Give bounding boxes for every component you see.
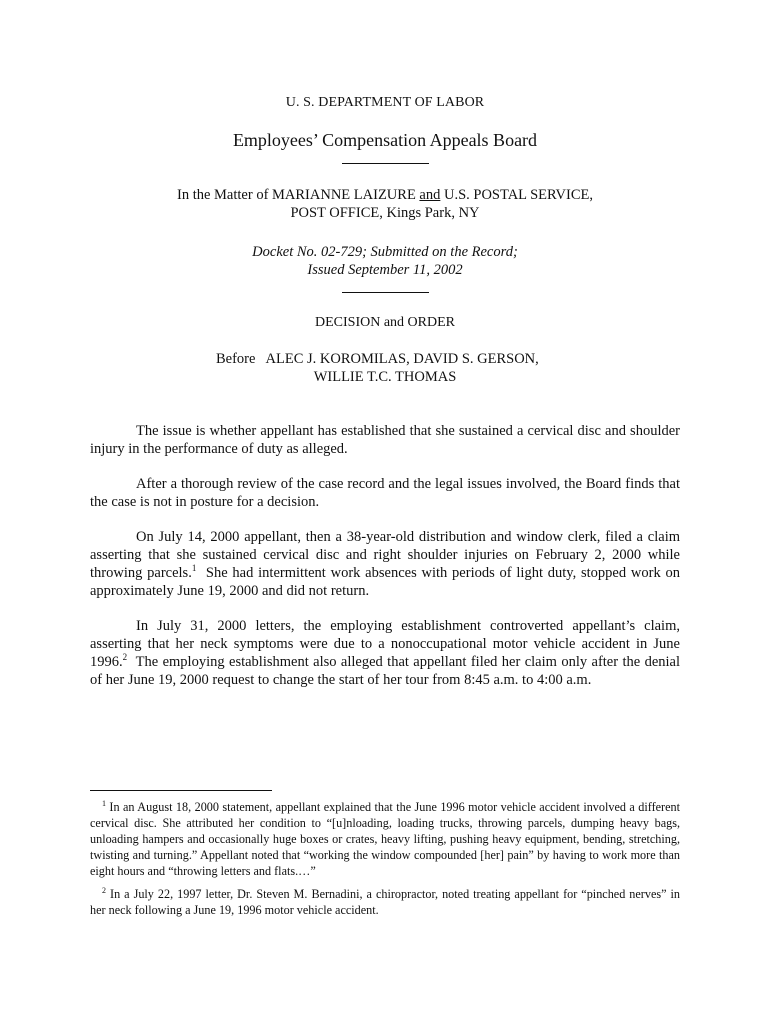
caption-appellant: In the Matter of MARIANNE LAIZURE: [177, 187, 420, 203]
paragraph-claim-text-b: She had intermittent work absences with periods of light duty, stopped work on approximately June 19, 2000 and did not return.: [90, 565, 684, 599]
paragraph-controversion: [90, 617, 684, 689]
case-caption: [0, 186, 770, 222]
paragraph-posture: After a thorough review of the case record and the legal issues involved, the Board finds that the case is not in posture for a decision.: [90, 476, 680, 510]
decision-title: DECISION and ORDER: [315, 315, 455, 330]
footnote-2-mark: 2: [102, 886, 106, 895]
footnote-divider: [90, 790, 272, 791]
paragraph-claim-text-a: On July 14, 2000 appellant, then a 38-year-old distribution and window clerk, filed a claim asserting that she sustained cervical disc and right shoulder injuries on February 2, 2000 while throwing parcels.: [90, 529, 680, 581]
footnote-ref-2: 2: [122, 652, 128, 662]
caption-conjunction: and: [419, 187, 441, 203]
docket-divider: [342, 292, 429, 293]
paragraph-controversion-text-b: The employing establishment also alleged that appellant filed her claim only after the denial of her June 19, 2000 request to change the start of her tour from 8:45 a.m. to 4:00 a.m.: [90, 654, 684, 688]
panel-line-2: WILLIE T.C. THOMAS: [313, 369, 457, 385]
docket-line-1: Docket No. 02-729; Submitted on the Record;: [252, 244, 518, 260]
footnote-ref-1: 1: [191, 563, 197, 573]
paragraph-issue: The issue is whether appellant has established that she sustained a cervical disc and shoulder injury in the performance of duty as alleged.: [90, 423, 680, 457]
decision-body: [90, 422, 684, 706]
title-divider: [342, 163, 429, 164]
board-title: Employees’ Compensation Appeals Board: [232, 130, 538, 150]
footnote-2-text: In a July 22, 1997 letter, Dr. Steven M. Bernadini, a chiropractor, noted treating appellant for “pinched nerves” in her neck following a June 19, 1996 motor vehicle accident.: [90, 887, 680, 917]
case-caption-line-1: [0, 186, 770, 204]
footnote-2: [90, 886, 680, 918]
footnotes: [90, 799, 680, 925]
agency-heading: U. S. DEPARTMENT OF LABOR: [285, 95, 485, 110]
docket-line-2: Issued September 11, 2002: [307, 262, 463, 278]
footnote-1: [90, 799, 680, 879]
panel-line-1: Before ALEC J. KOROMILAS, DAVID S. GERSON,: [216, 351, 539, 367]
docket-info: [0, 243, 770, 279]
footnote-1-mark: 1: [102, 799, 106, 808]
paragraph-controversion-text-a: In July 31, 2000 letters, the employing establishment controverted appellant’s claim, asserting that her neck symptoms were due to a nonoccupational motor vehicle accident in June 1996.: [90, 618, 680, 670]
footnote-1-text: In an August 18, 2000 statement, appellant explained that the June 1996 motor vehicle accident involved a different cervical disc. She attributed her condition to “[u]nloading, loading trucks, throwing parcels, dumping heavy bags, unloading hampers and occasionally huge boxes or crates, heavy lifting, pushing heavy equipment, bending, stretching, twisting and turning.” Appellant noted that “working the window compounded [her] pain” by having to work more than eight hours and “throwing letters and flats.…”: [90, 800, 680, 878]
case-caption-line-2: POST OFFICE, Kings Park, NY: [290, 205, 480, 221]
caption-employer: U.S. POSTAL SERVICE,: [440, 187, 593, 203]
paragraph-claim: [90, 528, 684, 600]
